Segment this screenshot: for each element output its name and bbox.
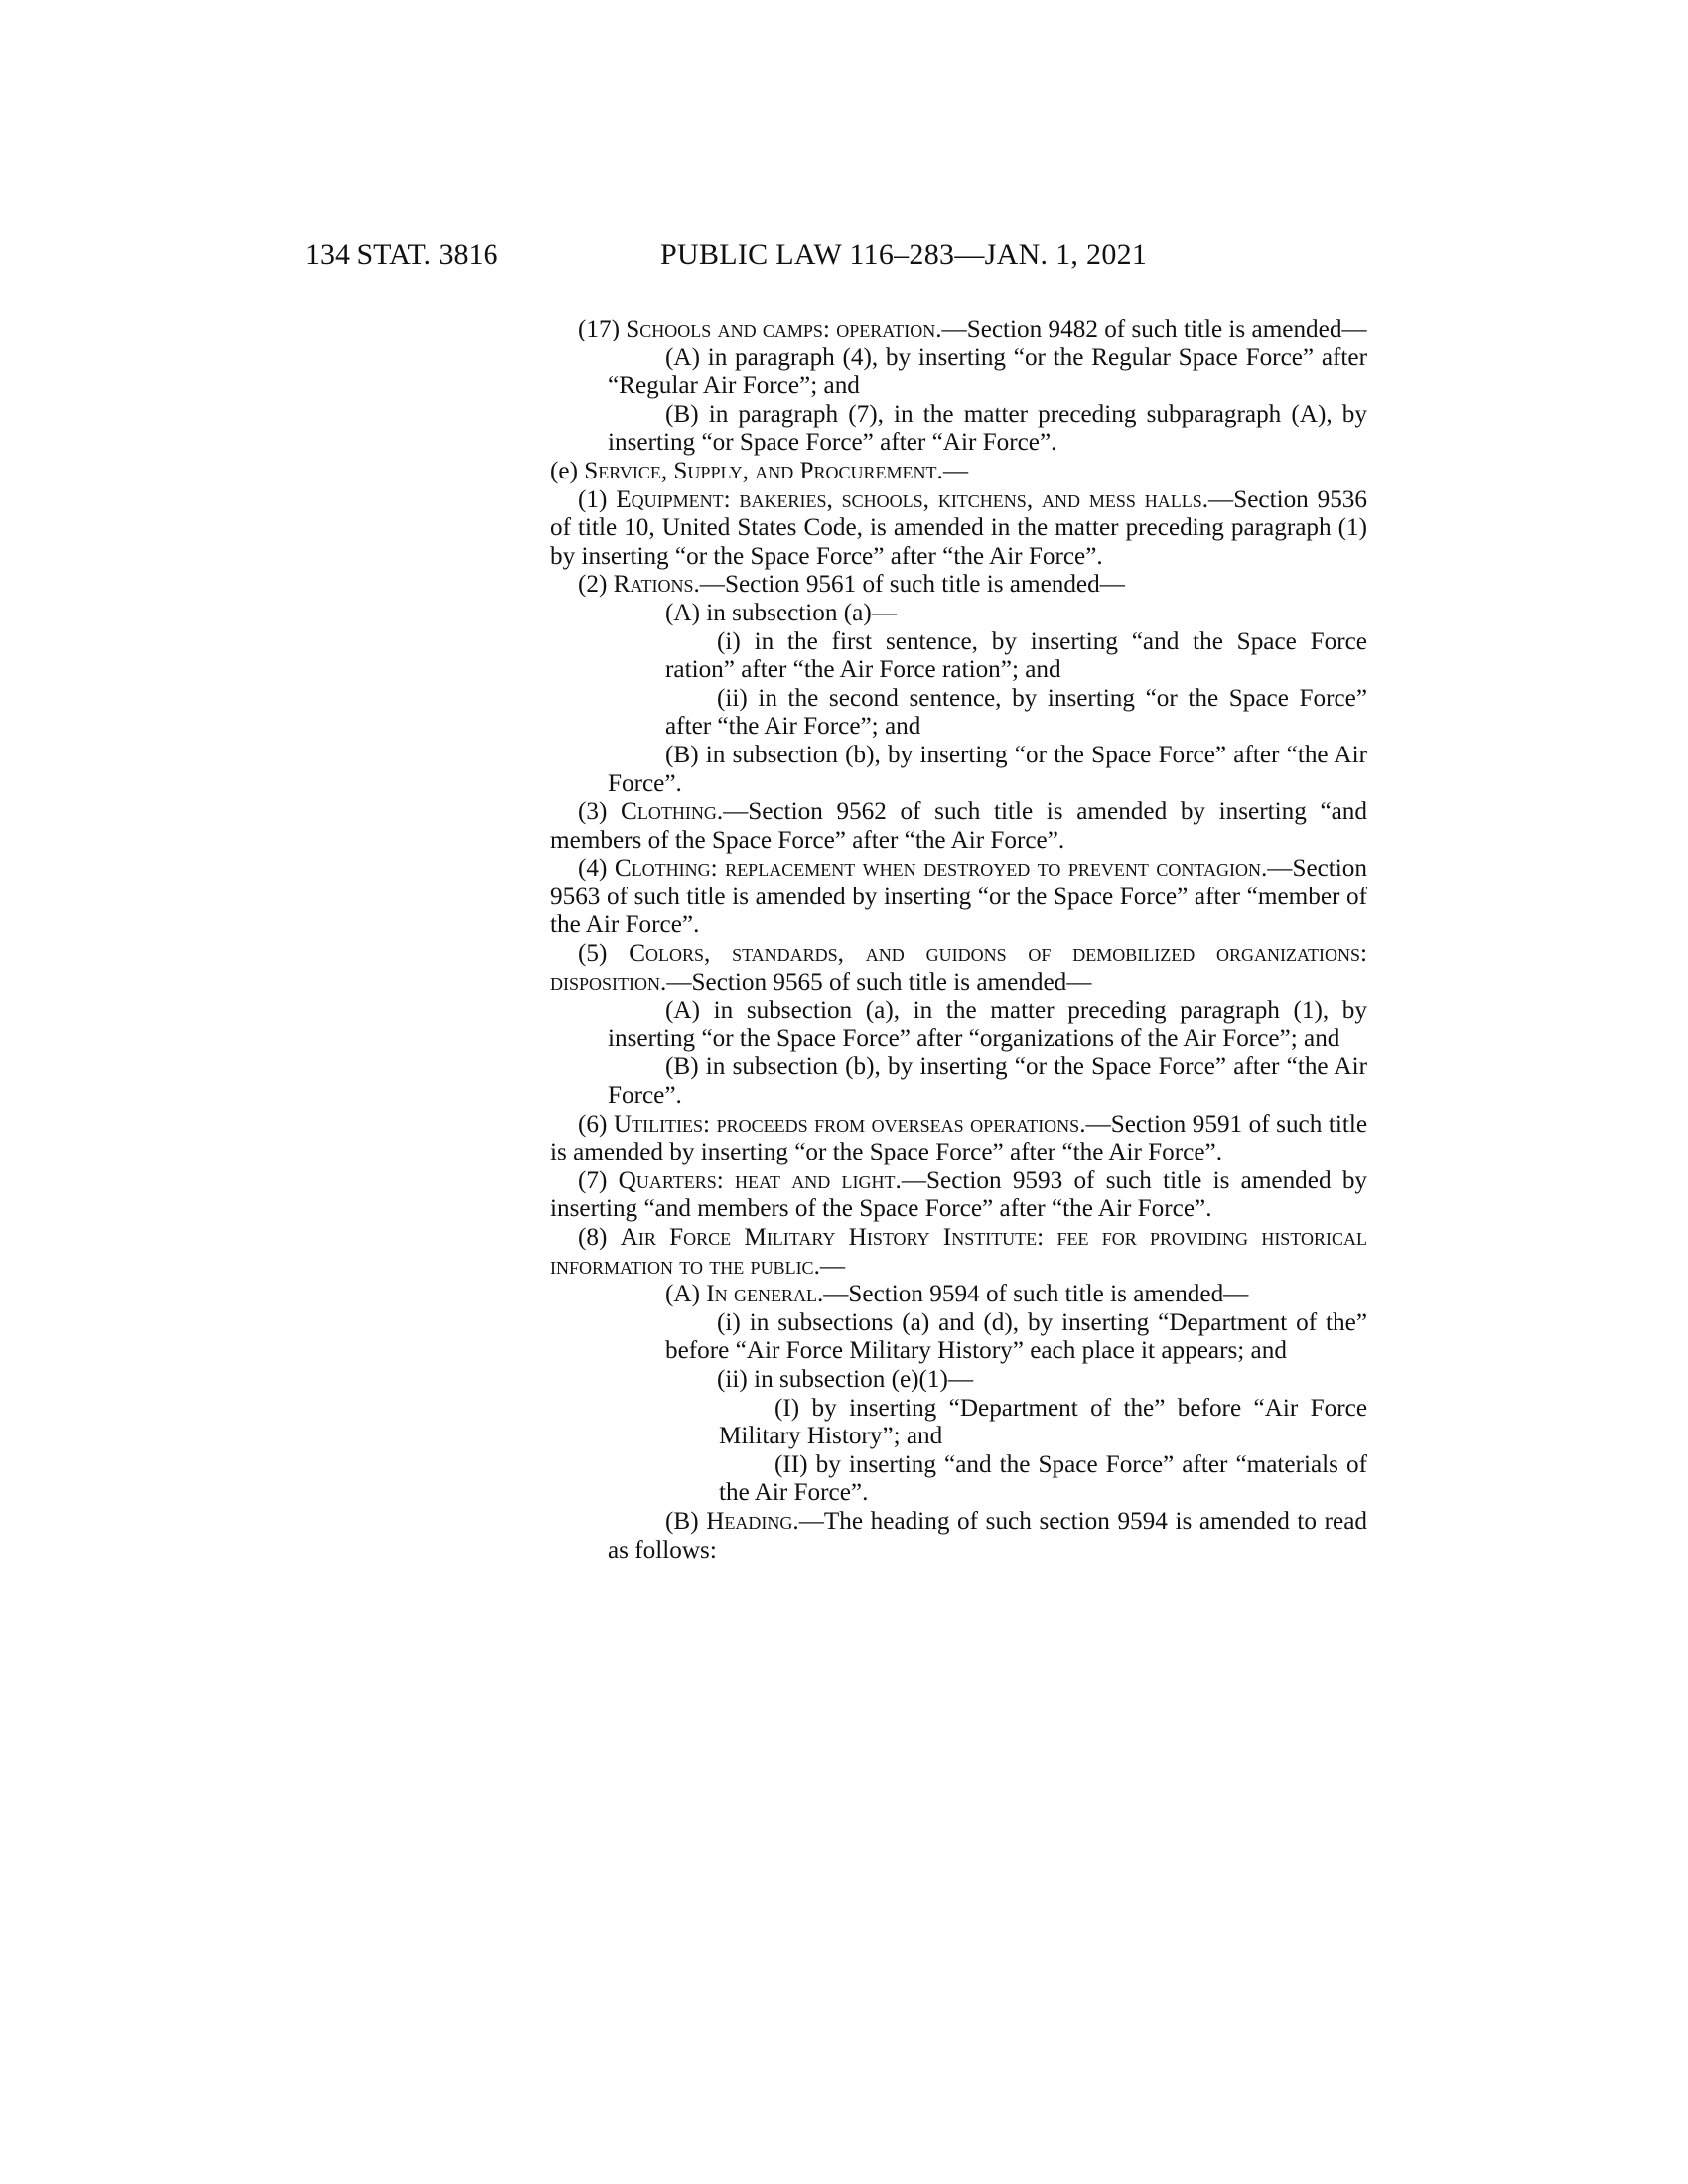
paragraph: (I) by inserting “Department of the” before “Air Force Military History”; and: [719, 1394, 1367, 1450]
paragraph: (A) in paragraph (4), by inserting “or the Regular Space Force” after “Regular Air Force”; and: [608, 343, 1367, 400]
paragraph: (i) in subsections (a) and (d), by inserting “Department of the” before “Air Force Military History” each place it appears; and: [665, 1308, 1367, 1365]
page-header: [305, 238, 1367, 288]
paragraph: (ii) in the second sentence, by inserting “or the Space Force” after “the Air Force”; and: [665, 684, 1367, 741]
paragraph: (B) in subsection (b), by inserting “or the Space Force” after “the Air Force”.: [608, 741, 1367, 797]
paragraph: (B) in subsection (b), by inserting “or the Space Force” after “the Air Force”.: [608, 1053, 1367, 1110]
paragraph: (4) Clothing: replacement when destroyed to prevent contagion.—Section 9563 of such title is amended by inserting “or the Space Force” after “member of the Air Force”.: [550, 855, 1367, 939]
paragraph: (i) in the first sentence, by inserting “and the Space Force ration” after “the Air Force ration”; and: [665, 627, 1367, 684]
paragraph: (1) Equipment: bakeries, schools, kitchens, and mess halls.—Section 9536 of title 10, United States Code, is amended in the matter preceding paragraph (1) by inserting “or the Space Force” after “the Air Force”.: [550, 485, 1367, 570]
paragraph: (A) in subsection (a)—: [665, 599, 897, 626]
paragraph: (17) Schools and camps: operation.—Section 9482 of such title is amended—: [578, 316, 1367, 342]
statute-page-number: 134 STAT. 3816: [305, 238, 498, 271]
paragraph: (B) in paragraph (7), in the matter preceding subparagraph (A), by inserting “or Space Force” after “Air Force”.: [608, 400, 1367, 457]
paragraph: (ii) in subsection (e)(1)—: [717, 1365, 974, 1393]
paragraph: (II) by inserting “and the Space Force” after “materials of the Air Force”.: [719, 1450, 1367, 1507]
paragraph: (B) Heading.—The heading of such section 9594 is amended to read as follows:: [608, 1507, 1368, 1564]
paragraph: (8) Air Force Military History Institute: fee for providing historical information to the public.—: [550, 1224, 1367, 1280]
running-title: PUBLIC LAW 116–283—JAN. 1, 2021: [660, 238, 1148, 271]
paragraph: (2) Rations.—Section 9561 of such title is amended—: [578, 571, 1125, 599]
paragraph: (6) Utilities: proceeds from overseas operations.—Section 9591 of such title is amended by inserting “or the Space Force” after “the Air Force”.: [550, 1110, 1368, 1166]
paragraph: (3) Clothing.—Section 9562 of such title is amended by inserting “and members of the Space Force” after “the Air Force”.: [550, 798, 1367, 854]
document-body: [550, 316, 1367, 1565]
paragraph: (5) Colors, standards, and guidons of demobilized organizations: disposition.—Section 9565 of such title is amended—: [550, 940, 1367, 996]
paragraph: (A) in subsection (a), in the matter preceding paragraph (1), by inserting “or the Space Force” after “organizations of the Air Force”; and: [608, 997, 1367, 1052]
paragraph: (7) Quarters: heat and light.—Section 9593 of such title is amended by inserting “and members of the Space Force” after “the Air Force”.: [550, 1166, 1368, 1223]
paragraph: (A) In general.—Section 9594 of such title is amended—: [665, 1281, 1249, 1308]
paragraph: (e) Service, Supply, and Procurement.—: [550, 457, 969, 484]
